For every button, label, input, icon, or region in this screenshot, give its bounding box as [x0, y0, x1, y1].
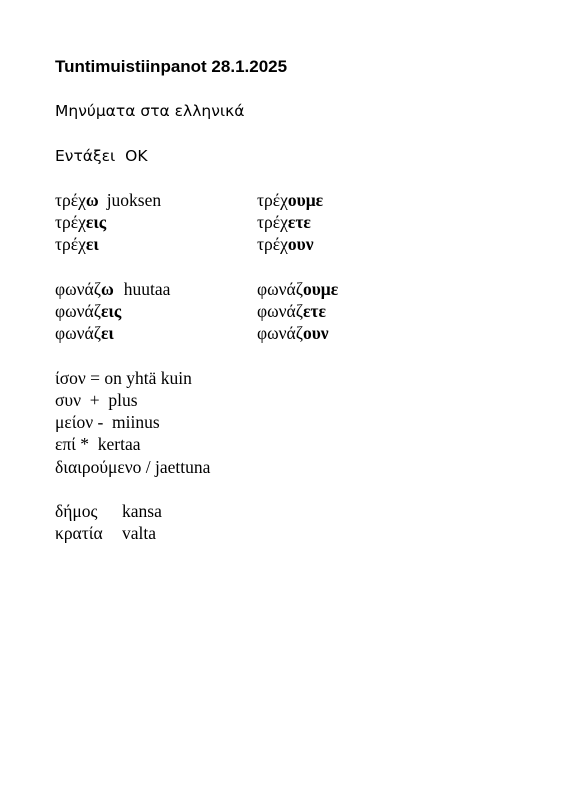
ending: ουμε [287, 190, 324, 210]
verb1-row-1-left [55, 189, 161, 211]
ending: ει [85, 234, 99, 254]
math-line: μείον - miinus [55, 412, 160, 432]
ending: εις [85, 212, 107, 232]
stem: τρέχ [55, 234, 86, 254]
page-title: Tuntimuistiinpanot 28.1.2025 [55, 57, 288, 76]
word-line [55, 500, 162, 522]
ending: ουμε [302, 279, 339, 299]
verb1-row-1-right [257, 189, 323, 211]
verb1-row-2-left [55, 211, 106, 233]
stem: φωνάζ [257, 301, 303, 321]
gloss: huutaa [123, 279, 171, 299]
ending: ετε [302, 301, 326, 321]
stem: τρέχ [55, 212, 86, 232]
stem: φωνάζ [257, 323, 303, 343]
stem: φωνάζ [55, 323, 101, 343]
word-line [55, 522, 156, 544]
stem: τρέχ [257, 212, 288, 232]
greek-word: δήμος [55, 501, 98, 521]
verb1-row-2-right [257, 211, 311, 233]
verb2-row-3-left [55, 322, 114, 344]
ending: ω [100, 279, 114, 299]
verb1-row-3-right [257, 233, 314, 255]
stem: φωνάζ [55, 279, 101, 299]
verb2-row-2-right [257, 300, 326, 322]
stem: φωνάζ [55, 301, 101, 321]
verb2-row-1-right [257, 278, 338, 300]
stem: τρέχ [257, 234, 288, 254]
verb2-row-2-left [55, 300, 121, 322]
math-line: διαιρούμενο / jaettuna [55, 457, 211, 477]
ending: ει [100, 323, 114, 343]
finnish-word: valta [122, 523, 157, 543]
stem: τρέχ [257, 190, 288, 210]
ok-line: Εντάξει OK [55, 147, 148, 165]
greek-word: κρατία [55, 523, 103, 543]
math-line: επί * kertaa [55, 434, 141, 454]
stem: τρέχ [55, 190, 86, 210]
ending: ω [85, 190, 99, 210]
stem: φωνάζ [257, 279, 303, 299]
verb1-row-3-left [55, 233, 99, 255]
ending: εις [100, 301, 122, 321]
finnish-word: kansa [122, 501, 162, 521]
ending: ουν [302, 323, 329, 343]
math-line: ίσον = on yhtä kuin [55, 368, 192, 388]
verb2-row-1-left [55, 278, 170, 300]
gloss: juoksen [106, 190, 162, 210]
ending: ετε [287, 212, 311, 232]
ending: ουν [287, 234, 314, 254]
subtitle: Μηνύματα στα ελληνικά [55, 102, 245, 120]
math-line: συν + plus [55, 390, 138, 410]
verb2-row-3-right [257, 322, 329, 344]
